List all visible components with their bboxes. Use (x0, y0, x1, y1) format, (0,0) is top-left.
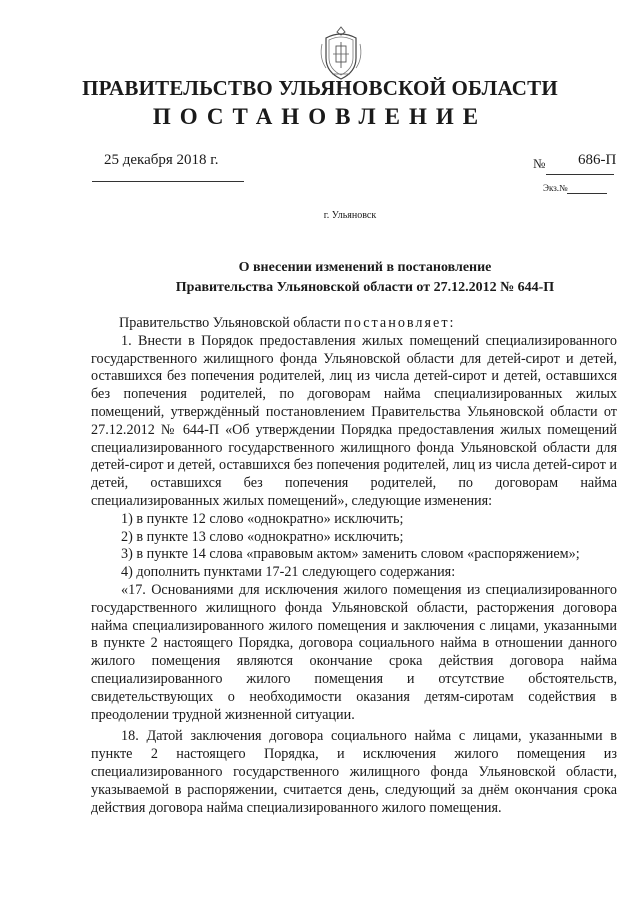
subject-line-2: Правительства Ульяновской области от 27.12.2012 № 644-П (175, 280, 555, 295)
paragraph-1: 1. Внести в Порядок предоставления жилых помещений специализированного государственного жилищного фонда Ульяновской области для детей-сирот и детей, оставшихся без попечения родителей, лиц из числа детей-сирот и детей, оставшихся без попечения родителей, по договорам найма специализированных жилых помещений, утверждённый постановлением Правительства Ульяновской области от 27.12.2012 № 644-П «Об утверждении Порядка предоставления жилых помещений специализированного государственного жилищного фонда Ульяновской области для детей-сирот и детей, оставшихся без попечения родителей, лиц из числа детей-сирот и детей, оставшихся без попечения родителей, по договорам найма специализированных жилых помещений», следующие изменения: (91, 332, 617, 509)
clause-17: «17. Основаниями для исключения жилого помещения из специализированного государственного жилищного фонда Ульяновской области, расторжения договора найма специализированного жилого помещения и заключения с лицами, указанными в пункте 2 настоящего Порядка, договора социального найма в отношении данного жилого помещения являются окончание срока действия договора найма специализированного жилого помещения и отсутствие обстоятельств, свидетельствующих о необходимости оказания детям-сиротам содействия в преодолении трудной жизненной ситуации. (91, 581, 617, 723)
number-sign: № (533, 156, 546, 171)
copy-label: Экз.№ (543, 183, 568, 193)
document-subject (0, 258, 640, 298)
date-underline (92, 181, 244, 182)
document-number: 686-П (578, 152, 617, 168)
government-title: ПРАВИТЕЛЬСТВО УЛЬЯНОВСКОЙ ОБЛАСТИ (82, 76, 558, 100)
number-underline (546, 174, 614, 175)
amendment-item-2: 2) в пункте 13 слово «однократно» исключить; (121, 528, 404, 545)
amendment-item-4: 4) дополнить пунктами 17-21 следующего содержания: (121, 564, 456, 581)
clause-18: 18. Датой заключения договора социального найма с лицами, указанными в пункте 2 настоящего Порядка, и исключения жилого помещения из специализированного государственного жилищного фонда Ульяновской области, указываемой в распоряжении, считается день, следующий за днём окончания срока действия договора найма специализированного жилого помещения. (91, 728, 617, 816)
preamble (91, 315, 617, 333)
document-date: 25 декабря 2018 г. (104, 152, 219, 168)
subject-line-1: О внесении изменений в постановление (238, 260, 492, 275)
document-body (91, 315, 617, 817)
city: г. Ульяновск (323, 210, 377, 221)
amendment-item-1: 1) в пункте 12 слово «однократно» исключить; (121, 510, 404, 527)
document-type: ПОСТАНОВЛЕНИЕ (152, 104, 488, 129)
amendment-item-3: 3) в пункте 14 слова «правовым актом» заменить словом «распоряжением»; (121, 546, 580, 563)
coat-of-arms-emblem (318, 24, 364, 82)
preamble-decree: постановляет: (344, 315, 456, 331)
preamble-lead: Правительство Ульяновской области (119, 315, 345, 331)
copy-underline (567, 193, 607, 194)
